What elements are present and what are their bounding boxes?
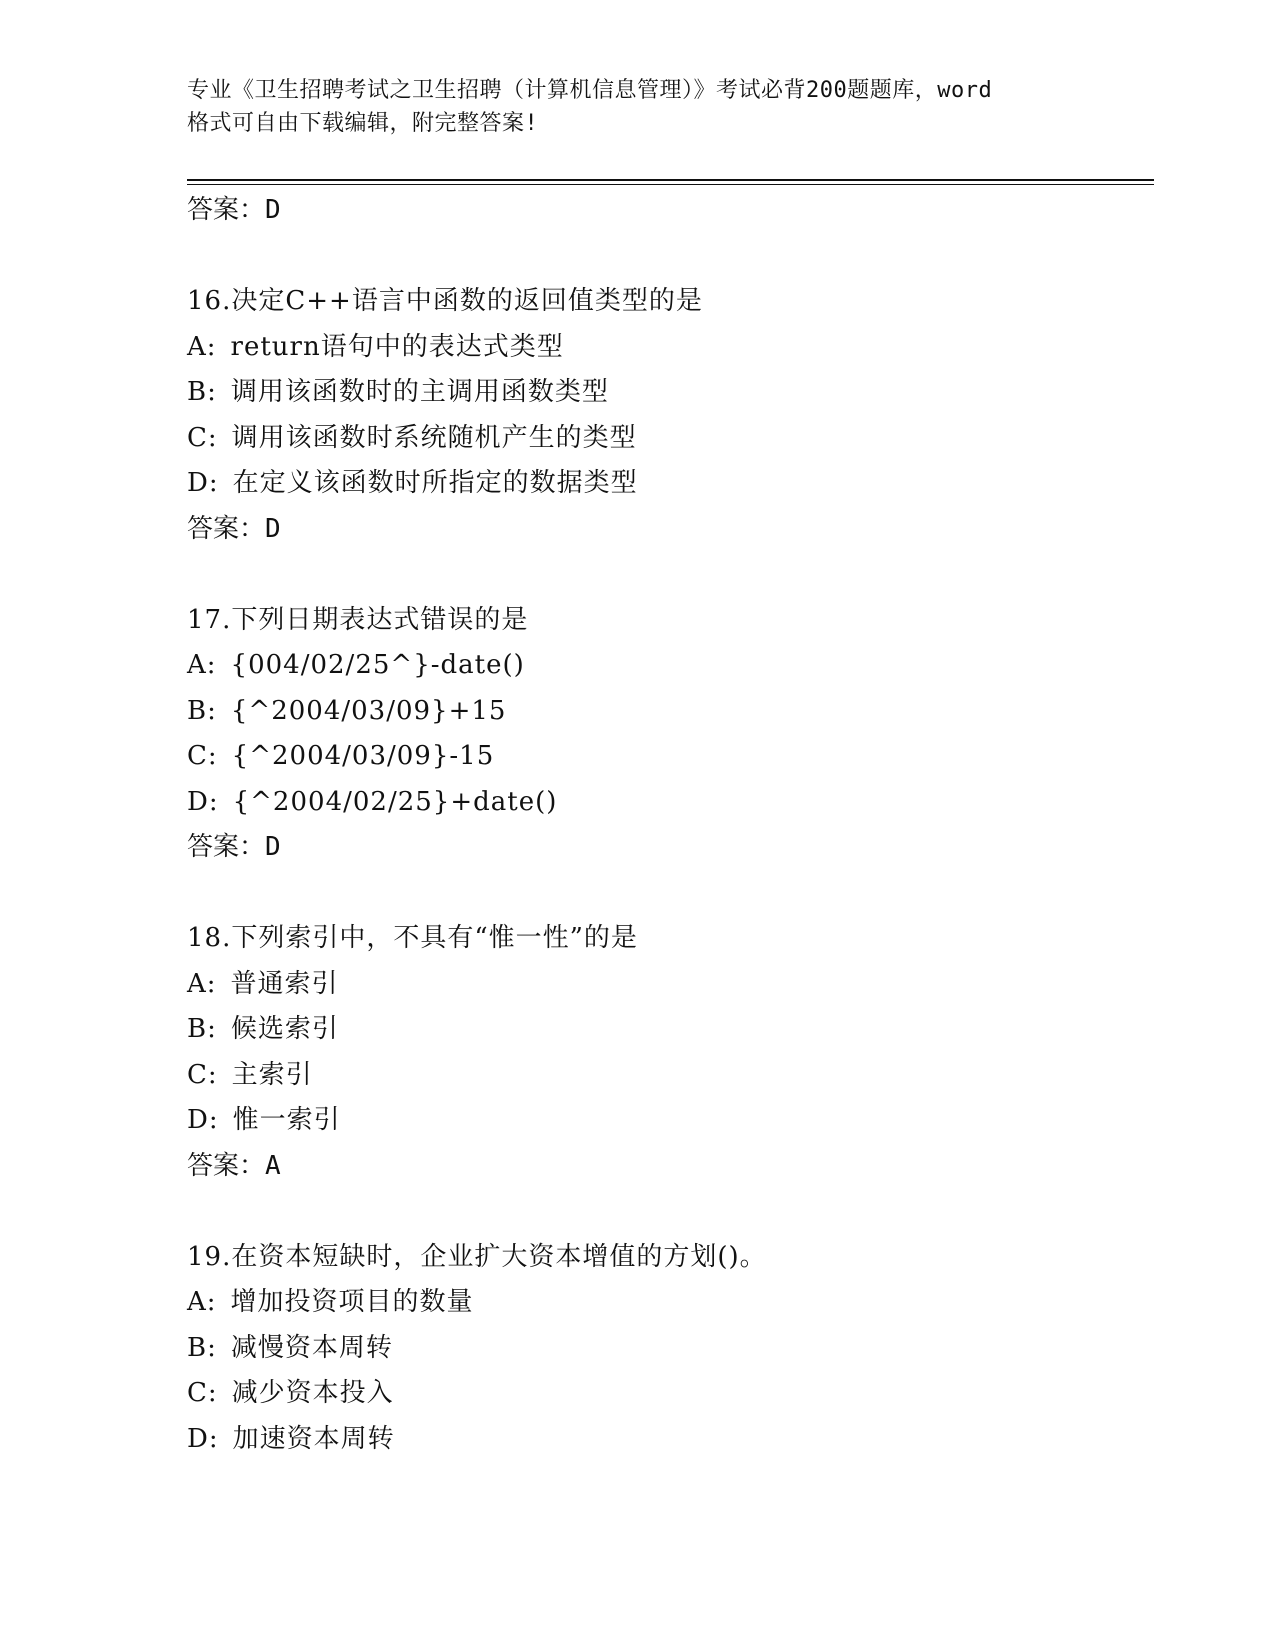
header-divider-thick	[187, 179, 1154, 181]
question-19	[187, 1235, 1147, 1463]
option-d	[187, 780, 1147, 826]
option-text: {^2004/03/09}-15	[231, 741, 495, 771]
option-letter: A:	[187, 1287, 217, 1317]
option-c	[187, 1053, 1147, 1099]
option-b	[187, 1326, 1147, 1372]
spacer	[187, 234, 1147, 280]
option-text: {^2004/02/25}+date()	[232, 786, 558, 817]
option-b	[187, 370, 1147, 416]
option-letter: C:	[187, 741, 218, 771]
option-text: return语句中的表达式类型	[230, 331, 564, 362]
option-letter: D:	[187, 786, 219, 817]
spacer	[187, 871, 1147, 917]
option-text: 调用该函数时系统随机产生的类型	[231, 422, 637, 453]
option-b	[187, 1007, 1147, 1053]
spacer	[187, 1189, 1147, 1235]
spacer	[187, 552, 1147, 598]
answer: 答案：A	[187, 1150, 281, 1181]
option-text: {004/02/25^}-date()	[230, 650, 525, 680]
option-b	[187, 689, 1147, 735]
header-line-1: 专业《卫生招聘考试之卫生招聘（计算机信息管理）》考试必背200题题库，word	[187, 78, 993, 103]
option-letter: B:	[187, 1014, 217, 1044]
answer: 答案：D	[187, 832, 281, 862]
option-text: 减慢资本周转	[230, 1332, 393, 1363]
option-letter: C:	[187, 422, 218, 453]
option-d	[187, 1098, 1147, 1144]
option-text: 候选索引	[230, 1014, 339, 1044]
option-text: 减少资本投入	[231, 1378, 394, 1408]
answer: 答案：D	[187, 513, 281, 544]
option-c	[187, 416, 1147, 462]
question-stem: 18.下列索引中，不具有“惟一性”的是	[187, 923, 638, 953]
option-a	[187, 962, 1147, 1008]
option-letter: D:	[187, 1105, 219, 1135]
question-stem: 16.决定C++语言中函数的返回值类型的是	[187, 286, 703, 316]
option-letter: B:	[187, 695, 217, 726]
option-text: 在定义该函数时所指定的数据类型	[232, 468, 638, 498]
question-list	[187, 188, 1147, 1462]
question-stem: 19.在资本短缺时，企业扩大资本增值的方划()。	[187, 1241, 767, 1272]
option-letter: B:	[187, 377, 217, 407]
option-letter: D:	[187, 468, 219, 498]
option-text: 主索引	[231, 1059, 313, 1090]
question-17	[187, 598, 1147, 871]
header-line-2: 格式可自由下载编辑，附完整答案!	[187, 111, 539, 136]
option-text: 调用该函数时的主调用函数类型	[230, 377, 609, 407]
option-letter: C:	[187, 1378, 218, 1408]
option-c	[187, 734, 1147, 780]
question-stem: 17.下列日期表达式错误的是	[187, 604, 529, 635]
option-text: 加速资本周转	[232, 1423, 395, 1454]
previous-answer: 答案：D	[187, 195, 281, 225]
option-d	[187, 461, 1147, 507]
document-header	[187, 74, 1097, 140]
header-divider-thin	[187, 184, 1154, 185]
option-text: 普通索引	[230, 968, 339, 999]
question-16	[187, 279, 1147, 552]
option-text: {^2004/03/09}+15	[230, 695, 507, 726]
option-letter: B:	[187, 1332, 217, 1363]
option-letter: A:	[187, 968, 217, 999]
option-letter: D:	[187, 1423, 219, 1454]
question-18	[187, 916, 1147, 1189]
option-letter: A:	[187, 650, 217, 680]
option-d	[187, 1417, 1147, 1463]
option-c	[187, 1371, 1147, 1417]
option-a	[187, 643, 1147, 689]
option-a	[187, 325, 1147, 371]
option-text: 增加投资项目的数量	[230, 1287, 474, 1317]
option-letter: A:	[187, 331, 217, 362]
option-text: 惟一索引	[232, 1105, 341, 1135]
option-a	[187, 1280, 1147, 1326]
option-letter: C:	[187, 1059, 218, 1090]
